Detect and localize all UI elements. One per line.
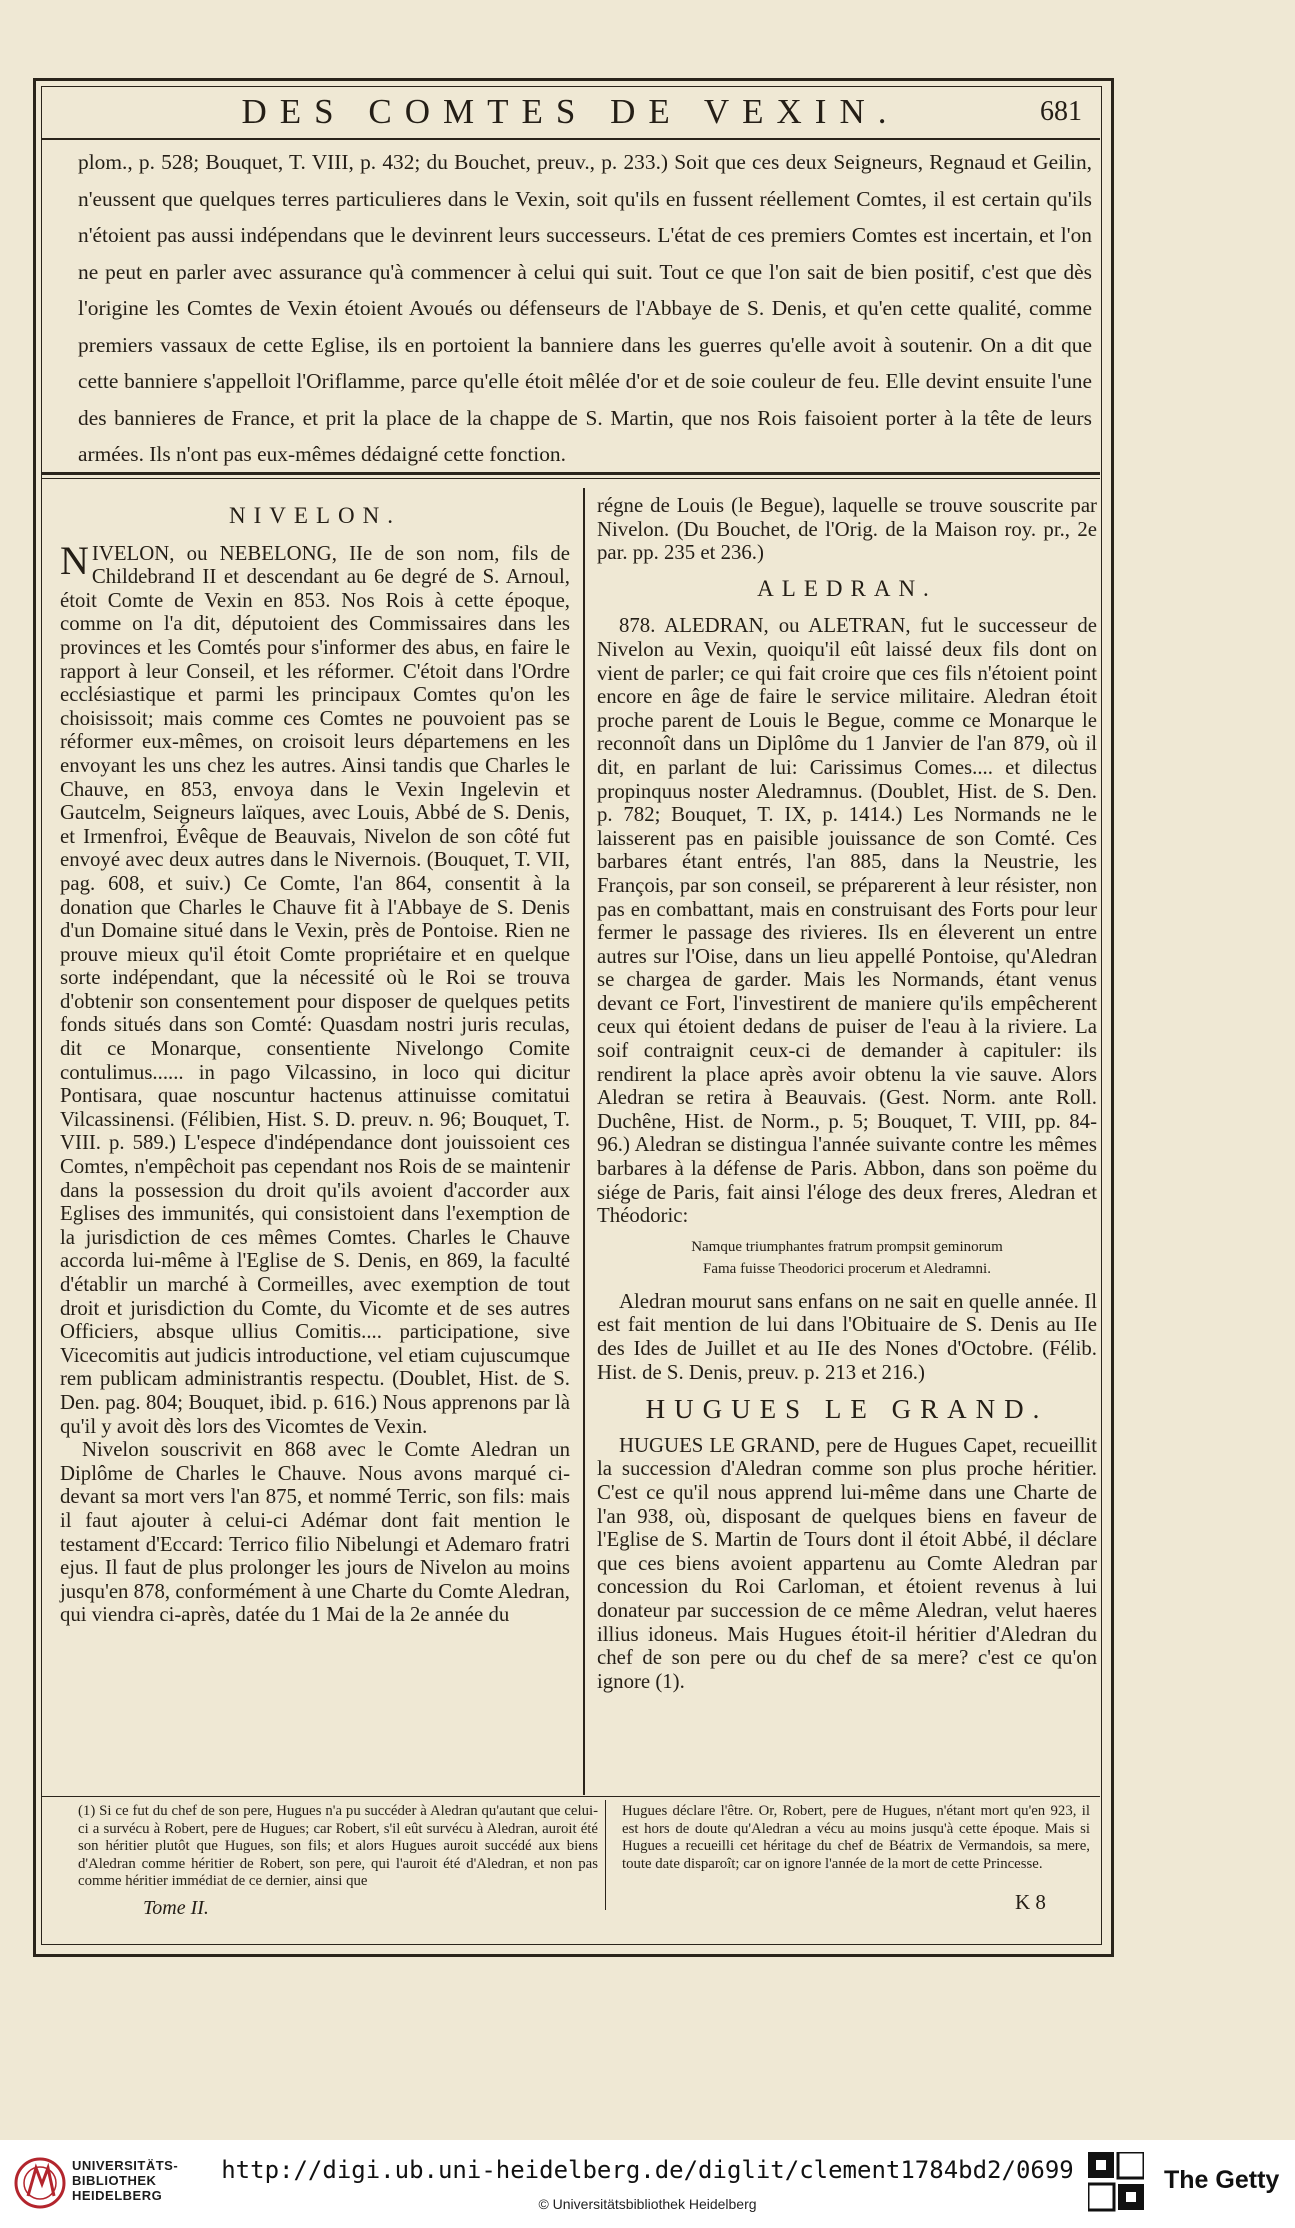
section-rule	[41, 472, 1100, 475]
footnote-left	[78, 1803, 598, 1891]
nivelon-paragraph-1	[60, 537, 570, 1439]
page-number: 681	[1040, 96, 1082, 127]
column-divider	[583, 488, 585, 1795]
viewer-footer	[0, 2140, 1295, 2228]
verse-line-1: Namque triumphantes fratrum prompsit geminorum	[691, 1238, 1003, 1255]
getty-name: The Getty	[1164, 2166, 1280, 2194]
signature-mark: K 8	[1015, 1890, 1046, 1914]
university-name-line-3: HEIDELBERG	[72, 2188, 163, 2203]
verse-line-2: Fama fuisse Theodorici procerum et Aledramni.	[703, 1260, 991, 1277]
intro-paragraph	[78, 144, 1092, 473]
nivelon-text-1: IVELON, ou NEBELONG, IIe de son nom, fils de Childebrand II et descendant au 6e degré de S. Arnoul, étoit Comte de Vexin en 853. Nos Rois à cette époque, comme on l'a dit, députoient des Commissaires dans les provinces et les Comtés pour s'informer des abus, en faire le rapport à leur Conseil, et les réformer. C'étoit dans l'Ordre ecclésiastique et parmi les principaux Comtes qu'on les choisissoit; mais comme ces Comtes ne pouvoient pas se réformer eux-mêmes, on croisoit leurs départemens en les envoyant les uns chez les autres. Ainsi tandis que Charles le Chauve, en 853, envoya dans le Vexin Ingelevin et Gautcelm, Seigneurs laïques, avec Louis, Abbé de S. Denis, et Irmenfroi, Évêque de Beauvais, Nivelon de son côté fut envoyé avec deux autres dans le Nivernois. (Bouquet, T. VII, pag. 608, et suiv.) Ce Comte, l'an 864, consentit à la donation que Charles le Chauve fit à l'Abbaye de S. Denis d'un Domaine situé dans le Vexin, près de Pontoise. Rien ne prouve mieux qu'il étoit Comte propriétaire et en quelque sorte indépendant, que la nécessité où le Roi se trouva d'obtenir son consentement pour disposer de quelques petits fonds situés dans son Comté: Quasdam nostri juris reculas, dit ce Monarque, consentiente Nivelongo Comite contulimus...... in pago Vilcassino, in loco qui dicitur Pontisara, quae noscuntur hactenus attinuisse comitatui Vilcassinensi. (Félibien, Hist. S. D. preuv. n. 96; Bouquet, T. VIII. p. 589.) L'espece d'indépendance dont jouissoient ces Comtes, n'empêchoit pas cependant nos Rois de se maintenir dans la possession du droit qu'ils avoient d'accorder aux Eglises des immunités, qui consistoient dans l'exemption de la jurisdiction de ces mêmes Comtes. Charles le Chauve accorda lui-même à l'Eglise de S. Denis, en 869, la faculté d'établir un marché à Cormeilles, avec exemption de tout droit et jurisdiction du Comte, du Vicomte et de ses autres Officiers, absque ullius Comitis.... participatione, sive Vicecomitis aut judicis introductione, vel etiam cujuscumque rem publicam administrantis respectu. (Doublet, Hist. de S. Den. pag. 804; Bouquet, ibid. p. 616.) Nous apprenons par là qu'il y avoit dès lors des Vicomtes de Vexin.	[60, 541, 570, 1438]
section-rule-thin	[41, 478, 1100, 479]
footnote-rule	[41, 1796, 1100, 1797]
intro-text: plom., p. 528; Bouquet, T. VIII, p. 432; du Bouchet, preuv., p. 233.) Soit que ces deux Seigneurs, Regnaud et Geilin, n'eussent que quelques terres particulieres dans le Vexin, soit qu'ils en fussent réellement Comtes, il est certain qu'ils n'étoient pas aussi indépendans que le devinrent leurs successeurs. L'état de ces premiers Comtes est incertain, et l'on ne peut en parler avec assurance qu'à commencer à celui qui suit. Tout ce que l'on sait de bien positif, c'est que dès l'origine les Comtes de Vexin étoient Avoués ou défenseurs de l'Abbaye de S. Denis, et qu'en cette qualité, comme premiers vassaux de cette Eglise, ils en portoient la banniere dans les guerres qu'elle avoit à soutenir. On a dit que cette banniere s'appelloit l'Oriflamme, parce qu'elle étoit mêlée d'or et de soie couleur de feu. Elle devint ensuite l'une des bannieres de France, et prit la place de la chappe de S. Martin, que nos Rois faisoient porter à la tête de leurs armées. Ils n'ont pas eux-mêmes dédaigné cette fonction.	[78, 150, 1092, 466]
heading-hugues: HUGUES LE GRAND.	[645, 1394, 1049, 1425]
volume-label: Tome II.	[143, 1897, 209, 1919]
aledran-paragraph-1: 878. ALEDRAN, ou ALETRAN, fut le successeur de Nivelon au Vexin, quoiqu'il eût laissé deux fils dont on vient de parler; ce qui fait croire que ces fils n'étoient point encore en âge de faire le service militaire. Aledran étoit proche parent de Louis le Begue, comme ce Monarque le reconnoît dans un Diplôme du 1 Janvier de l'an 879, où il dit, en parlant de lui: Carissimus Comes.... et dilectus propinquus noster Aledramnus. (Doublet, Hist. de S. Den. p. 782; Bouquet, T. IX, p. 1414.) Les Normands ne le laisserent pas en paisible jouissance de son Comté. Ces barbares étant entrés, l'an 885, dans la Neustrie, les François, par son conseil, se préparerent à leur résister, non pas en combattant, mais en construisant des Forts pour leur fermer le passage des rivieres. Ils en éleverent un entre autres sur l'Oise, dans un lieu appellé Pontoise, qu'Aledran se chargea de garder. Mais les Normands, étant venus devant ce Fort, l'investirent de maniere qu'ils empêcherent ceux qui étoient dedans de puiser de l'eau à la riviere. La soif contraignit ceux-ci de demander à capituler: ils rendirent la place après avoir obtenu la vie sauve. Alors Aledran se retira à Beauvais. (Gest. Norm. ante Roll. Duchêne, Hist. de Norm., p. 5; Bouquet, T. VIII, pp. 84-96.) Aledran se distingua l'année suivante contre les mêmes barbares à la défense de Paris. Abbon, dans son poëme du siége de Paris, fait ainsi l'éloge des deux freres, Aledran et Théodoric:	[597, 614, 1097, 1228]
permalink-url[interactable]: http://digi.ub.uni-heidelberg.de/diglit/clement1784bd2/0699	[221, 2156, 1074, 2184]
left-column	[60, 500, 570, 1627]
nivelon-continuation: régne de Louis (le Begue), laquelle se trouve souscrite par Nivelon. (Du Bouchet, de l'Orig. de la Maison roy. pr., 2e par. pp. 235 et 236.)	[597, 494, 1097, 565]
latin-verse	[597, 1236, 1097, 1280]
university-name-line-2: BIBLIOTHEK	[72, 2173, 157, 2188]
getty-logo-icon	[1088, 2152, 1144, 2212]
footnote-right	[622, 1803, 1090, 1873]
footnote-text-left: (1) Si ce fut du chef de son pere, Hugues n'a pu succéder à Aledran qu'autant que celui-ci a survécu à Robert, pere de Hugues; car Robert, s'il eût survécu à Aledran, auroit été son héritier plutôt que Hugues, son fils; et alors Hugues auroit succédé aux biens d'Aledran comme héritier de Robert, son pere, qui l'auroit été d'Aledran, et non pas comme héritier immédiat de ce dernier, ainsi que	[78, 1803, 598, 1890]
aledran-paragraph-2: Aledran mourut sans enfans on ne sait en quelle année. Il est fait mention de lui dans l'Obituaire de S. Denis au IIe des Ides de Juillet et au IIe des Nones d'Octobre. (Félib. Hist. de S. Denis, preuv. p. 213 et 216.)	[597, 1289, 1097, 1384]
heading-aledran: ALEDRAN.	[757, 575, 937, 601]
university-name-line-1: UNIVERSITÄTS-	[72, 2158, 179, 2173]
drop-initial: N	[60, 537, 89, 583]
right-column	[597, 494, 1097, 1693]
heading-nivelon: NIVELON.	[229, 503, 401, 528]
running-head	[41, 88, 1100, 140]
running-head-title: DES COMTES DE VEXIN.	[241, 92, 900, 131]
footnote-divider	[605, 1800, 606, 1910]
footnote-text-right: Hugues déclare l'être. Or, Robert, pere de Hugues, n'étant mort qu'en 923, il est hors de doute qu'Aledran a vécu au moins jusqu'à cette époque. Mais si Hugues a recueilli cet héritage du chef de Béatrix de Vermandois, sa mere, toute date disparoît; car on ignore l'année de la mort de cette Princesse.	[622, 1803, 1090, 1872]
hugues-paragraph-1: HUGUES LE GRAND, pere de Hugues Capet, recueillit la succession d'Aledran comme son plus proche héritier. C'est ce qu'il nous apprend lui-même dans une Charte de l'an 938, où, disposant de quelques biens en faveur de l'Eglise de S. Martin de Tours dont il étoit Abbé, il déclare que ces biens avoient appartenu au Comte Aledran par concession du Roi Carloman, et étoient revenus à lui donateur par succession de ce même Aledran, velut haeres illius idoneus. Mais Hugues étoit-il héritier d'Aledran du chef de son pere ou du chef de sa mere? c'est ce qu'on ignore (1).	[597, 1433, 1097, 1693]
copyright-notice: © Universitätsbibliothek Heidelberg	[538, 2196, 757, 2212]
nivelon-paragraph-2: Nivelon souscrivit en 868 avec le Comte Aledran un Diplôme de Charles le Chauve. Nous avons marqué ci-devant sa mort vers l'an 875, et nommé Terric, son fils: mais il faut ajouter à celui-ci Adémar dont fait mention le testament d'Eccard: Terrico filio Nibelungi et Ademaro fratri ejus. Il faut de plus prolonger les jours de Nivelon au moins jusqu'en 878, conformément à une Charte du Comte Aledran, qui viendra ci-après, datée du 1 Mai de la 2e année du	[60, 1438, 570, 1627]
